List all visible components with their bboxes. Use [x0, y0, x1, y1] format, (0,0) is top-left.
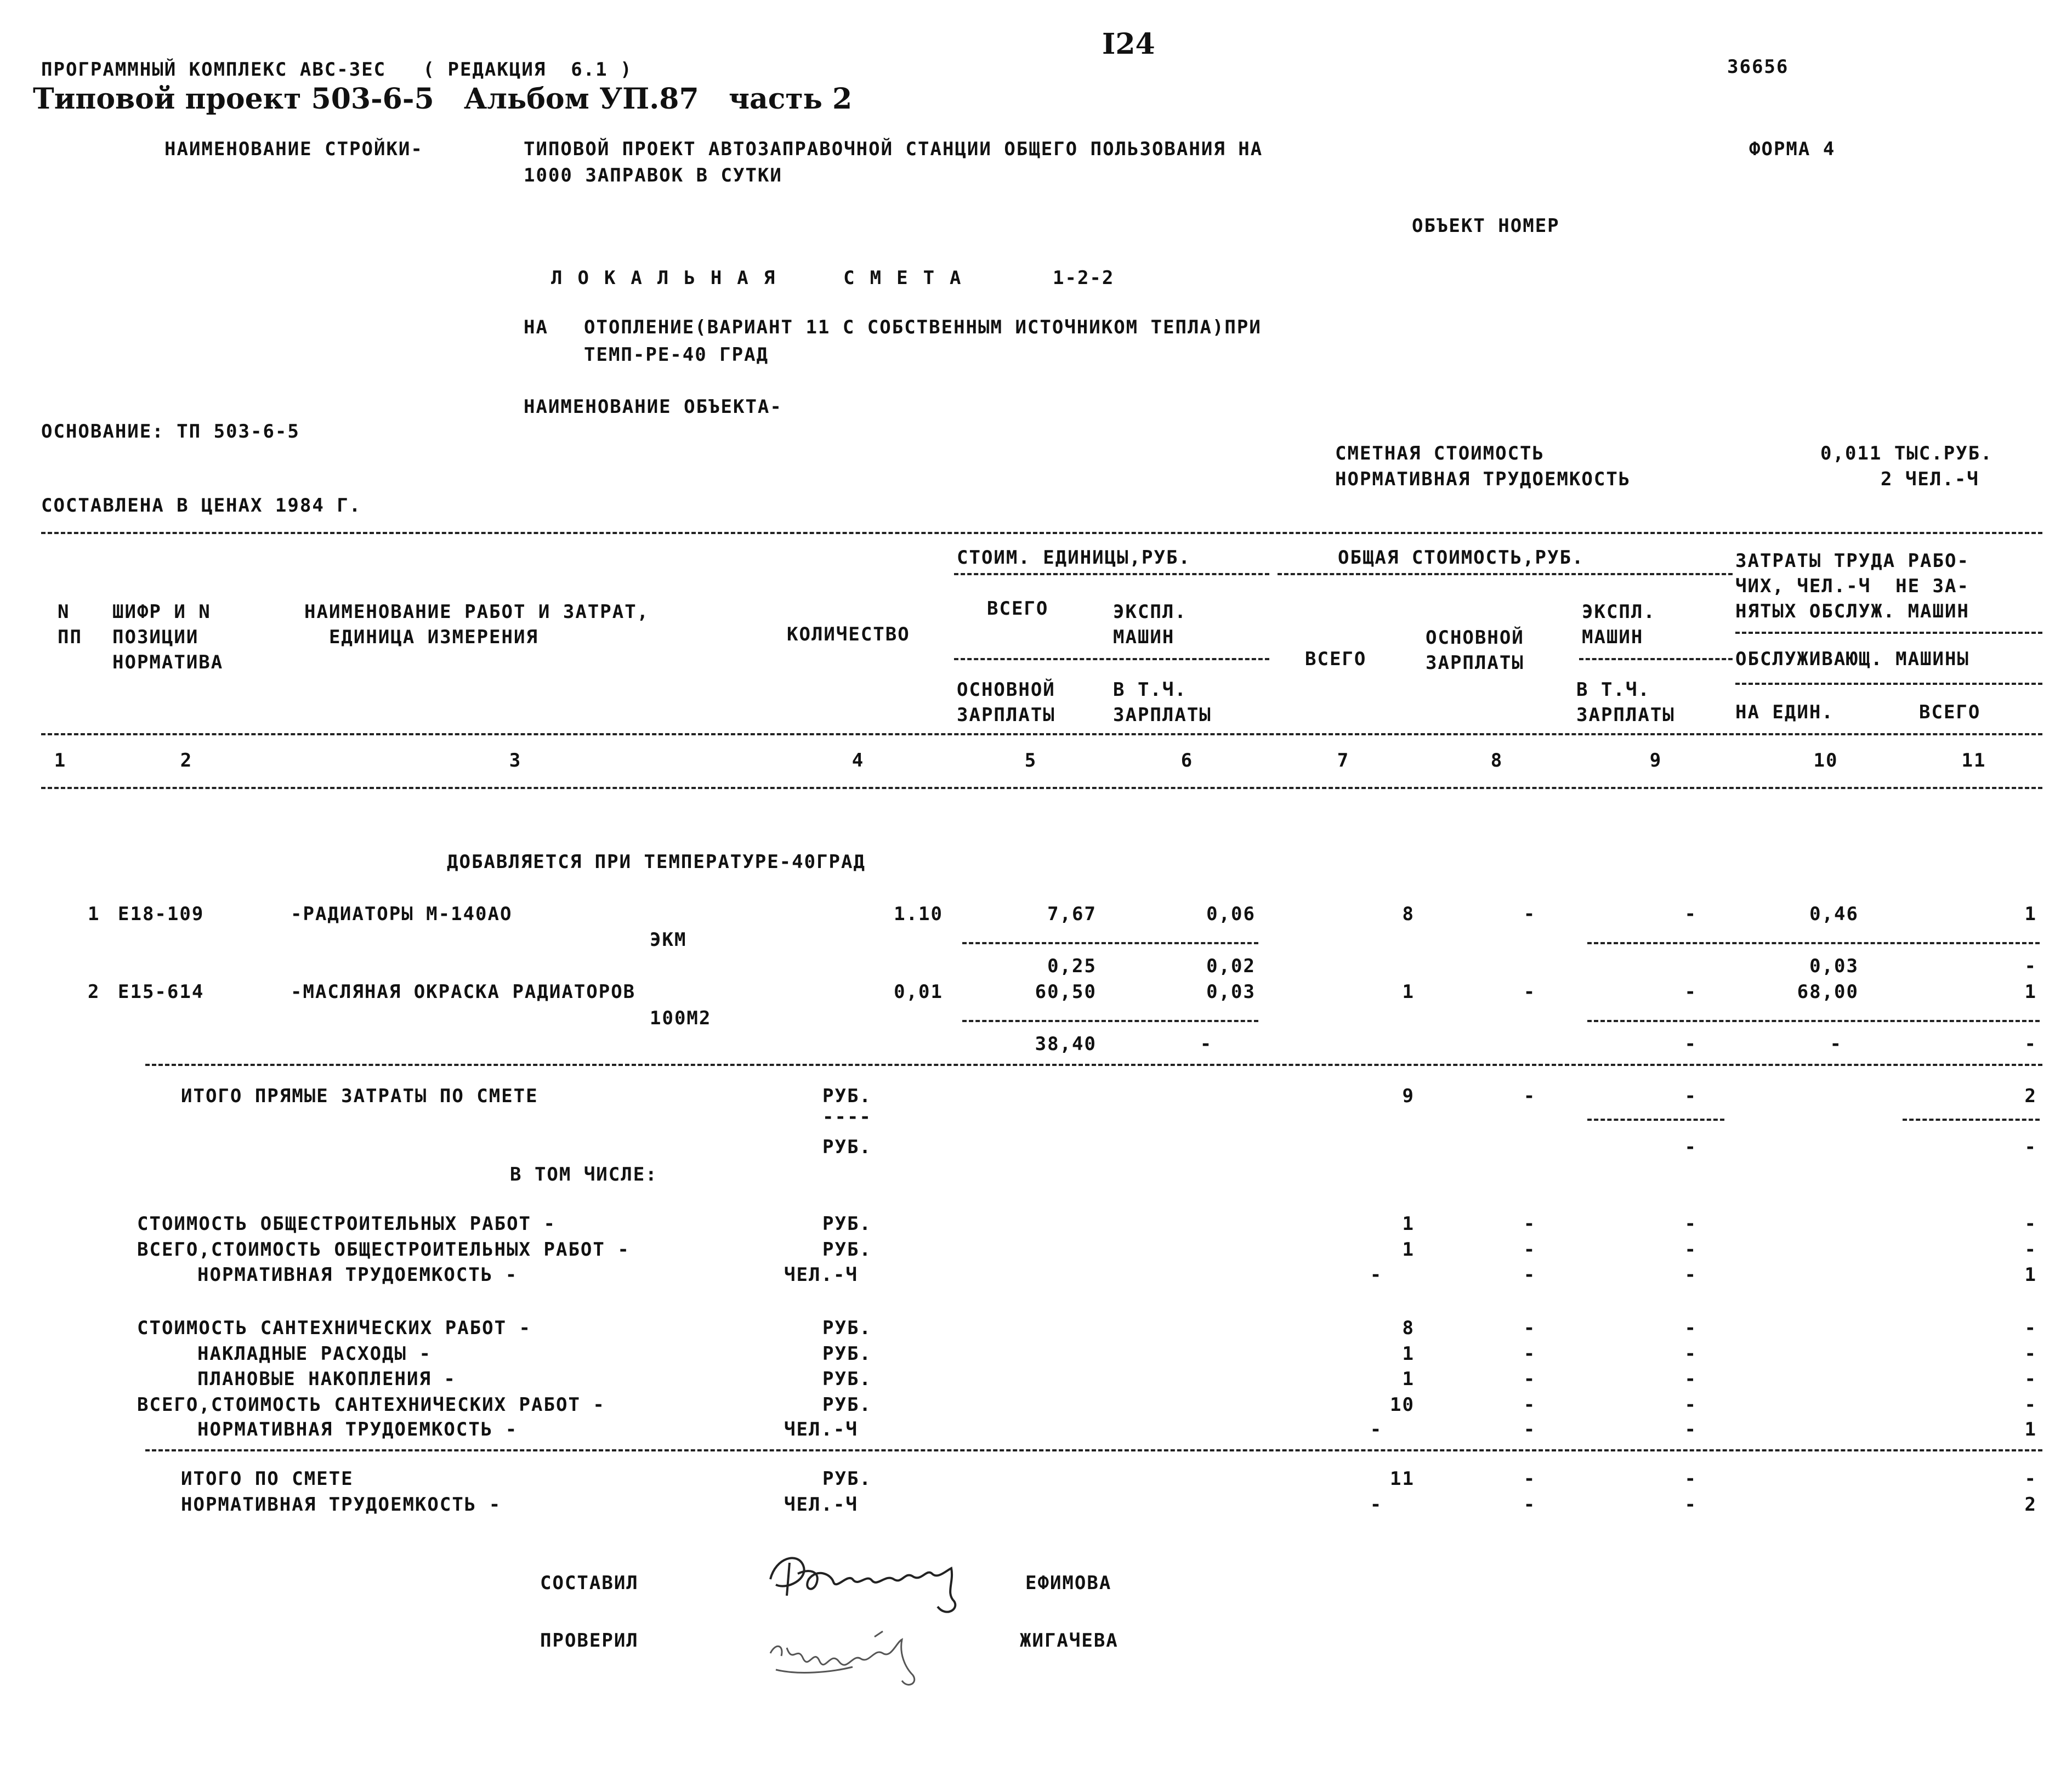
col-h1011a: ЗАТРАТЫ ТРУДА РАБО- ЧИХ, ЧЕЛ.-Ч НЕ ЗА- НЯТЫХ ОБСЛУЖ. МАШИН: [1735, 550, 1969, 622]
header-bottom-rule: [41, 787, 2042, 789]
row1-c5b: 0,25: [1047, 955, 1097, 977]
g1-r1-label: СТОИМОСТЬ ОБЩЕСТРОИТЕЛЬНЫХ РАБОТ -: [137, 1213, 556, 1235]
compiled-label: СОСТАВИЛ: [540, 1572, 639, 1594]
g2-r1-c9: -: [1684, 1317, 1697, 1339]
row2-c11: 1: [2024, 981, 2037, 1003]
g2-r2-c9: -: [1684, 1343, 1697, 1365]
direct-total-unit: РУБ.: [822, 1085, 872, 1107]
col-h1011-rule-b: [1735, 683, 2042, 685]
labor-value: 2 ЧЕЛ.-Ч: [1881, 468, 1979, 490]
estimate-number: 1-2-2: [1053, 267, 1115, 289]
row1-code: Е18-109: [118, 903, 205, 925]
col-h8: ОСНОВНОЙ ЗАРПЛАТЫ: [1426, 627, 1524, 674]
col-num-9: 9: [1649, 750, 1662, 772]
g1-r1-c9: -: [1684, 1213, 1697, 1235]
row1-unit: ЭКМ: [650, 929, 687, 951]
checked-signature: [765, 1615, 951, 1692]
g2-r4-unit: РУБ.: [822, 1394, 872, 1416]
g1-r1-c8: -: [1523, 1213, 1536, 1235]
totals-top-rule: [145, 1064, 2042, 1066]
final-r1-c7: 11: [1390, 1468, 1415, 1490]
labor-label: НОРМАТИВНАЯ ТРУДОЕМКОСТЬ: [1335, 468, 1631, 490]
subject-line-2: ТЕМП-РЕ-40 ГРАД: [584, 344, 769, 366]
col-h6a: ЭКСПЛ. МАШИН: [1113, 601, 1187, 648]
direct-total-c9b: -: [1684, 1136, 1697, 1158]
row1-c11: 1: [2024, 903, 2037, 925]
col-num-4: 4: [851, 750, 865, 772]
final-r2-c7: -: [1370, 1494, 1383, 1516]
g1-r3-c8: -: [1523, 1264, 1536, 1286]
direct-total-c7: 9: [1402, 1085, 1415, 1107]
g1-r3-c9: -: [1684, 1264, 1697, 1286]
header-mid-rule: [41, 733, 2042, 735]
row1-c10b: 0,03: [1809, 955, 1859, 977]
row-name-label: НАИМЕНОВАНИЕ СТРОЙКИ-: [164, 138, 423, 160]
g1-r3-unit: ЧЕЛ.-Ч: [784, 1264, 858, 1286]
g1-r2-unit: РУБ.: [822, 1239, 872, 1261]
row2-name: -МАСЛЯНАЯ ОКРАСКА РАДИАТОРОВ: [291, 981, 636, 1003]
row2-code: Е15-614: [118, 981, 205, 1003]
row2-c6b: -: [1200, 1033, 1213, 1055]
g2-r4-c7: 10: [1390, 1394, 1415, 1416]
final-top-rule: [145, 1449, 2042, 1451]
g2-r5-label: НОРМАТИВНАЯ ТРУДОЕМКОСТЬ -: [197, 1419, 518, 1440]
row1-qty: 1.10: [894, 903, 943, 925]
final-r1-c11: -: [2024, 1468, 2037, 1490]
col-h56-rule-a: [954, 573, 1269, 575]
col-h9-rule: [1579, 658, 1733, 660]
final-r1-unit: РУБ.: [822, 1468, 872, 1490]
final-r1-c8: -: [1523, 1468, 1536, 1490]
col-num-3: 3: [509, 750, 522, 772]
col-h1011-rule-a: [1735, 632, 2042, 634]
final-r1-label: ИТОГО ПО СМЕТЕ: [181, 1468, 354, 1490]
g1-r3-c7: -: [1370, 1264, 1383, 1286]
col-h56: СТОИМ. ЕДИНИЦЫ,РУБ.: [957, 547, 1191, 569]
row1-c6b: 0,02: [1206, 955, 1256, 977]
g2-r1-c11: -: [2024, 1317, 2037, 1339]
header-top-rule: [41, 532, 2042, 534]
g1-r1-c7: 1: [1402, 1213, 1415, 1235]
g2-r3-unit: РУБ.: [822, 1368, 872, 1390]
g2-r1-c8: -: [1523, 1317, 1536, 1339]
row2-c6: 0,03: [1206, 981, 1256, 1003]
doc-code: 36656: [1727, 56, 1789, 78]
object-name-label: НАИМЕНОВАНИЕ ОБЪЕКТА-: [524, 396, 782, 418]
g2-r2-c7: 1: [1402, 1343, 1415, 1365]
row2-n: 2: [88, 981, 100, 1003]
g2-r4-c8: -: [1523, 1394, 1536, 1416]
g1-r2-c11: -: [2024, 1239, 2037, 1261]
col-h789: ОБЩАЯ СТОИМОСТЬ,РУБ.: [1338, 547, 1585, 569]
direct-total-c11: 2: [2024, 1085, 2037, 1107]
row-name-value-2: 1000 ЗАПРАВОК В СУТКИ: [524, 165, 782, 186]
row1-n: 1: [88, 903, 100, 925]
col-h11: ВСЕГО: [1919, 701, 1981, 723]
g2-r5-c8: -: [1523, 1419, 1536, 1440]
col-h56-rule-b: [954, 658, 1269, 660]
row1-sub-rule-5-6: [962, 942, 1258, 944]
row2-c11b: -: [2024, 1033, 2037, 1055]
g2-r3-label: ПЛАНОВЫЕ НАКОПЛЕНИЯ -: [197, 1368, 456, 1390]
g2-r5-c11: 1: [2024, 1419, 2037, 1440]
row2-c8: -: [1523, 981, 1536, 1003]
col-h1: N ПП: [58, 601, 82, 648]
row2-c7: 1: [1402, 981, 1415, 1003]
estimate-title: ЛОКАЛЬНАЯ СМЕТА: [551, 267, 977, 289]
compiled-signature: [765, 1541, 995, 1623]
subject-line-1: ОТОПЛЕНИЕ(ВАРИАНТ 11 С СОБСТВЕННЫМ ИСТОЧНИКОМ ТЕПЛА)ПРИ: [584, 316, 1262, 338]
g2-r4-label: ВСЕГО,СТОИМОСТЬ САНТЕХНИЧЕСКИХ РАБОТ -: [137, 1394, 605, 1416]
direct-total-label: ИТОГО ПРЯМЫЕ ЗАТРАТЫ ПО СМЕТЕ: [181, 1085, 538, 1107]
g2-r1-label: СТОИМОСТЬ САНТЕХНИЧЕСКИХ РАБОТ -: [137, 1317, 532, 1339]
final-r1-c9: -: [1684, 1468, 1697, 1490]
col-num-5: 5: [1024, 750, 1037, 772]
row1-c11b: -: [2024, 955, 2037, 977]
col-h5a: ВСЕГО: [987, 598, 1049, 620]
direct-total-c11b: -: [2024, 1136, 2037, 1158]
col-h1011b: ОБСЛУЖИВАЮЩ. МАШИНЫ: [1735, 648, 1969, 670]
on-label: НА: [524, 316, 548, 338]
checked-label: ПРОВЕРИЛ: [540, 1630, 639, 1652]
col-h789-rule: [1278, 573, 1733, 575]
col-h2: ШИФР И N ПОЗИЦИИ НОРМАТИВА: [112, 601, 224, 673]
project-line: Типовой проект 503-6-5 Альбом УП.87 часть 2: [33, 82, 853, 116]
direct-total-rule-9: [1587, 1119, 1724, 1121]
cost-label: СМЕТНАЯ СТОИМОСТЬ: [1335, 443, 1545, 464]
g2-r3-c7: 1: [1402, 1368, 1415, 1390]
g1-r3-c11: 1: [2024, 1264, 2037, 1286]
row1-name: -РАДИАТОРЫ М-140АО: [291, 903, 513, 925]
g1-r2-c7: 1: [1402, 1239, 1415, 1261]
row2-sub-rule-9-11: [1587, 1020, 2040, 1022]
g1-r2-label: ВСЕГО,СТОИМОСТЬ ОБЩЕСТРОИТЕЛЬНЫХ РАБОТ -: [137, 1239, 630, 1261]
compiled-name: ЕФИМОВА: [1025, 1572, 1112, 1594]
row2-c9: -: [1684, 981, 1697, 1003]
col-h9b: В Т.Ч. ЗАРПЛАТЫ: [1576, 679, 1675, 726]
row2-c9b: -: [1684, 1033, 1697, 1055]
final-r2-c11: 2: [2024, 1494, 2037, 1516]
col-h9a: ЭКСПЛ. МАШИН: [1582, 601, 1656, 648]
g2-r1-unit: РУБ.: [822, 1317, 872, 1339]
row-name-value-1: ТИПОВОЙ ПРОЕКТ АВТОЗАПРАВОЧНОЙ СТАНЦИИ ОБЩЕГО ПОЛЬЗОВАНИЯ НА: [524, 138, 1263, 160]
checked-name: ЖИГАЧЕВА: [1020, 1630, 1119, 1652]
g2-r3-c9: -: [1684, 1368, 1697, 1390]
col-num-1: 1: [54, 750, 67, 772]
g2-r5-unit: ЧЕЛ.-Ч: [784, 1419, 858, 1440]
direct-total-c9: -: [1684, 1085, 1697, 1107]
object-number: ОБЪЕКТ НОМЕР: [1412, 215, 1560, 237]
g2-r2-c11: -: [2024, 1343, 2037, 1365]
prices-note: СОСТАВЛЕНА В ЦЕНАХ 1984 Г.: [41, 495, 362, 517]
row1-c7: 8: [1402, 903, 1415, 925]
g2-r4-c11: -: [2024, 1394, 2037, 1416]
g2-r2-label: НАКЛАДНЫЕ РАСХОДЫ -: [197, 1343, 432, 1365]
final-r2-c8: -: [1523, 1494, 1536, 1516]
direct-total-c8: -: [1523, 1085, 1536, 1107]
including-label: В ТОМ ЧИСЛЕ:: [510, 1164, 658, 1186]
g1-r2-c9: -: [1684, 1239, 1697, 1261]
row2-sub-rule-5-6: [962, 1020, 1258, 1022]
row1-c9: -: [1684, 903, 1697, 925]
direct-total-unit2: РУБ.: [822, 1136, 872, 1158]
col-h4: КОЛИЧЕСТВО: [787, 623, 910, 645]
row1-c8: -: [1523, 903, 1536, 925]
col-num-8: 8: [1490, 750, 1503, 772]
g2-r4-c9: -: [1684, 1394, 1697, 1416]
basis: ОСНОВАНИЕ: ТП 503-6-5: [41, 421, 300, 443]
g1-r1-c11: -: [2024, 1213, 2037, 1235]
col-num-11: 11: [1961, 750, 1986, 772]
row2-c5b: 38,40: [1035, 1033, 1097, 1055]
g2-r5-c9: -: [1684, 1419, 1697, 1440]
row2-c10b: -: [1830, 1033, 1842, 1055]
direct-total-rule-11: [1903, 1119, 2040, 1121]
col-num-10: 10: [1813, 750, 1838, 772]
cost-value: 0,011 ТЫС.РУБ.: [1820, 443, 1993, 464]
form-label: ФОРМА 4: [1749, 138, 1836, 160]
final-r2-label: НОРМАТИВНАЯ ТРУДОЕМКОСТЬ -: [181, 1494, 502, 1516]
row1-c5: 7,67: [1047, 903, 1097, 925]
col-h7: ВСЕГО: [1305, 648, 1367, 670]
g2-r2-c8: -: [1523, 1343, 1536, 1365]
col-h6b: В Т.Ч. ЗАРПЛАТЫ: [1113, 679, 1212, 726]
program-line: ПРОГРАММНЫЙ КОМПЛЕКС АВС-3ЕС ( РЕДАКЦИЯ 6.1 ): [41, 59, 633, 81]
row2-unit: 100М2: [650, 1007, 712, 1029]
g2-r5-c7: -: [1370, 1419, 1383, 1440]
row2-c10: 68,00: [1797, 981, 1859, 1003]
col-h10: НА ЕДИН.: [1735, 701, 1834, 723]
g2-r3-c11: -: [2024, 1368, 2037, 1390]
col-h3: НАИМЕНОВАНИЕ РАБОТ И ЗАТРАТ, ЕДИНИЦА ИЗМЕРЕНИЯ: [304, 601, 650, 648]
g2-r3-c8: -: [1523, 1368, 1536, 1390]
g1-r1-unit: РУБ.: [822, 1213, 872, 1235]
g1-r2-c8: -: [1523, 1239, 1536, 1261]
row1-sub-rule-9-11: [1587, 942, 2040, 944]
direct-total-unit-dash: ----: [822, 1106, 872, 1128]
row1-c6: 0,06: [1206, 903, 1256, 925]
section-title: ДОБАВЛЯЕТСЯ ПРИ ТЕМПЕРАТУРЕ-40ГРАД: [447, 851, 866, 873]
g2-r2-unit: РУБ.: [822, 1343, 872, 1365]
col-num-6: 6: [1180, 750, 1194, 772]
row2-qty: 0,01: [894, 981, 943, 1003]
row1-c10: 0,46: [1809, 903, 1859, 925]
page-number: I24: [1102, 27, 1155, 61]
g1-r3-label: НОРМАТИВНАЯ ТРУДОЕМКОСТЬ -: [197, 1264, 518, 1286]
final-r2-c9: -: [1684, 1494, 1697, 1516]
g2-r1-c7: 8: [1402, 1317, 1415, 1339]
col-h5b: ОСНОВНОЙ ЗАРПЛАТЫ: [957, 679, 1055, 726]
row2-c5: 60,50: [1035, 981, 1097, 1003]
final-r2-unit: ЧЕЛ.-Ч: [784, 1494, 858, 1516]
col-num-7: 7: [1337, 750, 1350, 772]
col-num-2: 2: [180, 750, 193, 772]
